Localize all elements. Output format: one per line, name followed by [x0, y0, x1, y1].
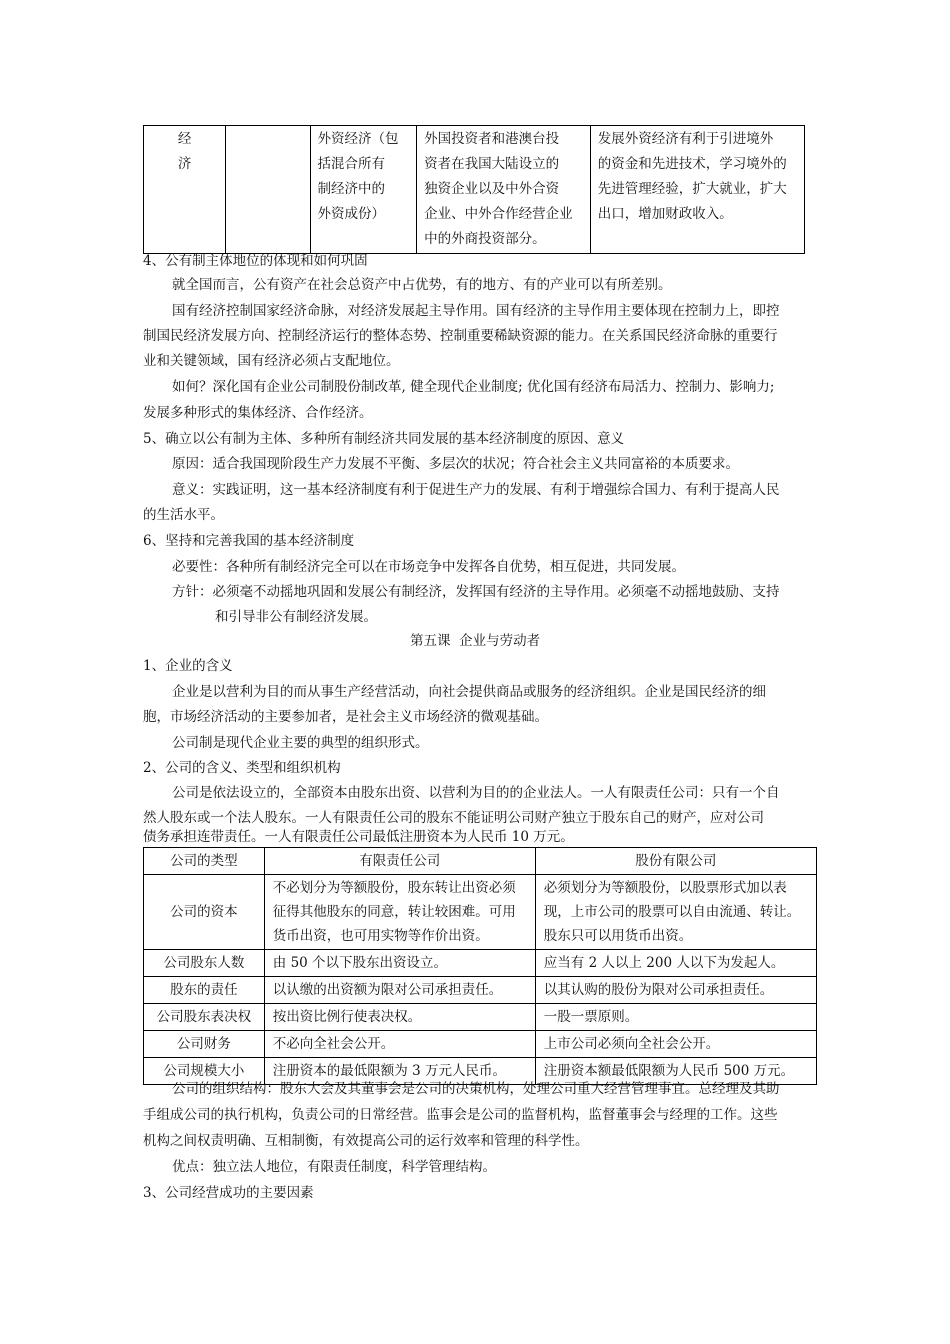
lesson-title: 第五课 企业与劳动者: [410, 633, 541, 649]
paragraph: 国有经济控制国家经济命脉，对经济发展起主导作用。国有经济的主导作用主要体现在控制力上，即控: [172, 303, 780, 319]
section-heading: 2、公司的含义、类型和组织机构: [143, 760, 341, 776]
table-row: [144, 875, 817, 950]
row-label: 公司规模大小: [144, 1058, 265, 1085]
paragraph: 原因：适合我国现阶段生产力发展不平衡、多层次的状况；符合社会主义共同富裕的本质要求。: [172, 456, 739, 472]
paragraph: 发展多种形式的集体经济、合作经济。: [143, 405, 373, 421]
section-heading-4: 4、公有制主体地位的体现和如何巩固: [143, 253, 368, 269]
llc-cell: 按出资比例行使表决权。: [264, 1004, 535, 1031]
economy-label-cell: 经 济: [144, 126, 226, 254]
section-heading: 1、企业的含义: [143, 658, 233, 674]
llc-cell: 由 50 个以下股东出资设立。: [264, 950, 535, 977]
header-cell: 公司的类型: [144, 848, 265, 875]
llc-cell: 注册资本的最低限额为 3 万元人民币。: [264, 1058, 535, 1085]
jsc-cell: 上市公司必须向全社会公开。: [535, 1031, 816, 1058]
paragraph: 如何？深化国有企业公司制股份制改革, 健全现代企业制度; 优化国有经济布局活力、控制力、影响力;: [172, 379, 775, 395]
row-label: 公司的资本: [144, 875, 265, 950]
jsc-cell: 应当有 2 人以上 200 人以下为发起人。: [535, 950, 816, 977]
row-label: 股东的责任: [144, 977, 265, 1004]
table-row: [144, 977, 817, 1004]
paragraph: 公司是依法设立的，全部资本由股东出资、以营利为目的的企业法人。一人有限责任公司：只有一个自: [172, 785, 780, 801]
paragraph: 债务承担连带责任。一人有限责任公司最低注册资本为人民币 10 万元。: [143, 829, 574, 845]
paragraph: 然人股东或一个法人股东。一人有限责任公司的股东不能证明公司财产独立于股东自己的财产，应对公司: [143, 810, 764, 826]
paragraph: 机构之间权责明确、互相制衡，有效提高公司的运行效率和管理的科学性。: [143, 1133, 589, 1149]
section-heading: 3、公司经营成功的主要因素: [143, 1185, 314, 1201]
table-row: [144, 1031, 817, 1058]
jsc-cell: 以其认购的股份为限对公司承担责任。: [535, 977, 816, 1004]
llc-cell: 不必划分为等额股份，股东转让出资必须征得其他股东的同意，转让较困难。可用货币出资，也可用实物等作价出资。: [264, 875, 535, 950]
table-row: [144, 950, 817, 977]
paragraph: 就全国而言，公有资产在社会总资产中占优势，有的地方、有的产业可以有所差别。: [172, 277, 672, 293]
paragraph: 业和关键领域，国有经济必须占支配地位。: [143, 353, 400, 369]
company-type-table: [143, 847, 817, 1085]
paragraph: 必要性：各种所有制经济完全可以在市场竞争中发挥各自优势，相互促进，共同发展。: [172, 559, 685, 575]
table-header-row: [144, 848, 817, 875]
header-cell: 股份有限公司: [535, 848, 816, 875]
paragraph: 公司的组织结构：股东大会及其董事会是公司的决策机构，处理公司重大经营管理事宜。总经理及其助: [172, 1081, 780, 1097]
table-row: [144, 126, 805, 254]
empty-cell: [226, 126, 310, 254]
foreign-economy-definition-cell: 外国投资者和港澳台投 资者在我国大陆设立的 独资企业以及中外合资 企业、中外合作经营企业 中的外商投资部分。: [417, 126, 591, 254]
paragraph: 意义：实践证明，这一基本经济制度有利于促进生产力的发展、有利于增强综合国力、有利于提高人民: [172, 482, 780, 498]
jsc-cell: 注册资本额最低限额为人民币 500 万元。: [535, 1058, 816, 1085]
economy-table-fragment: [143, 125, 805, 254]
section-heading-6: 6、坚持和完善我国的基本经济制度: [143, 533, 355, 549]
section-heading-5: 5、确立以公有制为主体、多种所有制经济共同发展的基本经济制度的原因、意义: [143, 431, 625, 447]
table-row: [144, 1004, 817, 1031]
paragraph: 手组成公司的执行机构，负责公司的日常经营。监事会是公司的监督机构，监督董事会与经理的工作。这些: [143, 1107, 778, 1123]
paragraph: 制国民经济发展方向、控制经济运行的整体态势、控制重要稀缺资源的能力。在关系国民经济命脉的重要行: [143, 328, 778, 344]
foreign-economy-cell: 外资经济（包 括混合所有 制经济中的 外资成份）: [310, 126, 417, 254]
paragraph: 优点：独立法人地位，有限责任制度，科学管理结构。: [172, 1159, 496, 1175]
row-label: 公司财务: [144, 1031, 265, 1058]
row-label: 公司股东人数: [144, 950, 265, 977]
paragraph: 胞，市场经济活动的主要参加者，是社会主义市场经济的微观基础。: [143, 709, 548, 725]
foreign-economy-role-cell: 发展外资经济有利于引进境外 的资金和先进技术，学习境外的 先进管理经验，扩大就业，扩大 出口，增加财政收入。: [590, 126, 804, 254]
paragraph: 的生活水平。: [143, 507, 224, 523]
llc-cell: 不必向全社会公开。: [264, 1031, 535, 1058]
llc-cell: 以认缴的出资额为限对公司承担责任。: [264, 977, 535, 1004]
row-label: 公司股东表决权: [144, 1004, 265, 1031]
jsc-cell: 必须划分为等额股份，以股票形式加以表现，上市公司的股票可以自由流通、转让。股东只可以用货币出资。: [535, 875, 816, 950]
paragraph: 企业是以营利为目的而从事生产经营活动，向社会提供商品或服务的经济组织。企业是国民经济的细: [172, 684, 766, 700]
paragraph: 方针：必须毫不动摇地巩固和发展公有制经济，发挥国有经济的主导作用。必须毫不动摇地鼓励、支持: [172, 584, 780, 600]
paragraph: 公司制是现代企业主要的典型的组织形式。: [172, 735, 429, 751]
header-cell: 有限责任公司: [264, 848, 535, 875]
paragraph: 和引导非公有制经济发展。: [215, 609, 377, 625]
jsc-cell: 一股一票原则。: [535, 1004, 816, 1031]
